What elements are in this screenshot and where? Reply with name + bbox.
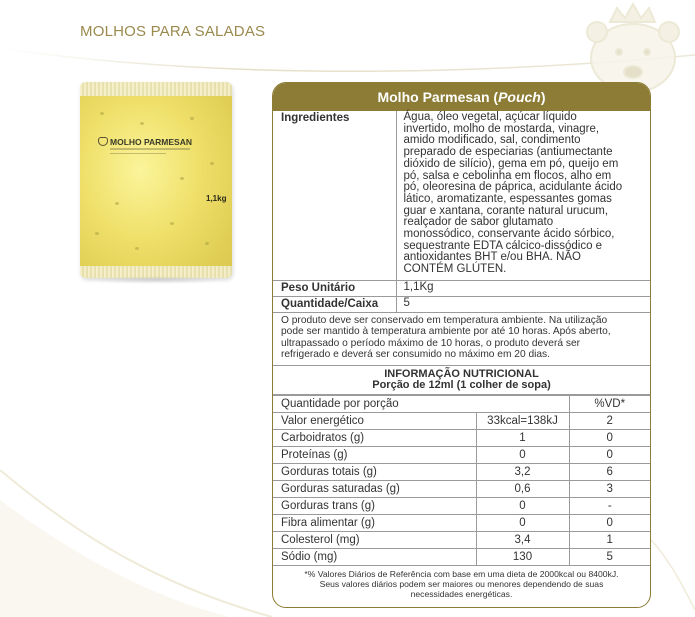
ingredients-line: monossódico, conservante ácido sórbico, (403, 228, 615, 241)
nutrition-amount: 0,6 (476, 480, 569, 497)
nutrition-daily-value: 1 (569, 531, 650, 548)
nutrition-label: Valor energético (273, 412, 476, 429)
nutrition-label: Quantidade por porção (273, 395, 569, 412)
qty-box-label: Quantidade/Caixa (273, 296, 396, 312)
nutrition-daily-value: 0 (569, 429, 650, 446)
nutrition-daily-value: 3 (569, 480, 650, 497)
nutrition-amount: 1 (476, 429, 569, 446)
ingredients-line: pó, salsa e cebolinha em flocos, alho em (403, 169, 612, 182)
nutrition-label: Carboidratos (g) (273, 429, 476, 446)
ingredients-line: pó, oleoresina de páprica, acidulante ácido (403, 181, 623, 194)
unit-weight-row (273, 280, 650, 296)
nutrition-amount: 130 (476, 548, 569, 565)
nutrition-footnote (273, 566, 650, 600)
pouch-speck (135, 247, 139, 250)
pouch-speck (100, 112, 104, 115)
nutrition-label: Gorduras totais (g) (273, 463, 476, 480)
nutrition-table (273, 395, 650, 566)
nutrition-label: Sódio (mg) (273, 548, 476, 565)
ingredients-line: Água, óleo vegetal, açúcar líquido (403, 111, 577, 123)
product-table-header: Molho Parmesan (Pouch) (273, 83, 650, 111)
storage-note-line: pode ser mantido à temperatura ambiente por até 10 horas. Após aberto, (281, 326, 611, 338)
pouch-seal-top (80, 82, 232, 96)
nutrition-daily-value: 6 (569, 463, 650, 480)
nutrition-row (273, 463, 650, 480)
pouch-speck (190, 117, 194, 120)
storage-note-line: ultrapassado o período máximo de 10 horas, o produto deverá ser (281, 337, 581, 349)
ingredients-line: guar e xantana, corante natural urucum, (403, 204, 609, 217)
pouch-body (80, 82, 232, 278)
ingredients-line: realçador de sabor glutamato (403, 216, 554, 229)
pouch-product-name: MOLHO PARMESAN (110, 137, 193, 147)
footnote-line: Seus valores diários podem ser maiores ou menores dependendo de suas (319, 578, 604, 589)
storage-note-line: refrigerado e deverá ser consumido no máximo em 20 dias. (281, 349, 550, 361)
ingredients-row (273, 111, 650, 280)
product-pouch-image (80, 82, 232, 284)
product-info-panel (272, 82, 651, 608)
ingredients-value (396, 111, 650, 280)
nutrition-row (273, 446, 650, 463)
ingredients-label: Ingredientes (273, 111, 396, 280)
nutrition-row (273, 412, 650, 429)
nutrition-title: INFORMAÇÃO NUTRICIONAL (384, 367, 539, 380)
nutrition-row (273, 548, 650, 565)
qty-box-row (273, 296, 650, 312)
product-spec-table (273, 111, 650, 313)
footnote-line: *% Valores Diários de Referência com base em uma dieta de 2000kcal ou 8400kJ. (304, 568, 619, 579)
nutrition-daily-value: 5 (569, 548, 650, 565)
nutrition-label: Gorduras trans (g) (273, 497, 476, 514)
nutrition-row (273, 531, 650, 548)
pouch-speck (95, 232, 99, 235)
nutrition-amount: 3,2 (476, 463, 569, 480)
nutrition-daily-value: 0 (569, 514, 650, 531)
nutrition-amount: 3,4 (476, 531, 569, 548)
nutrition-label: Colesterol (mg) (273, 531, 476, 548)
nutrition-row (273, 480, 650, 497)
pouch-speck (210, 162, 214, 165)
nutrition-label: Proteínas (g) (273, 446, 476, 463)
nutrition-daily-value: %VD* (569, 395, 650, 412)
pouch-text-lines (110, 148, 190, 157)
pouch-speck (170, 222, 174, 225)
nutrition-heading (273, 366, 650, 395)
page-title: MOLHOS PARA SALADAS (80, 23, 266, 40)
nutrition-label: Fibra alimentar (g) (273, 514, 476, 531)
nutrition-amount: 0 (476, 497, 569, 514)
pouch-speck (115, 202, 119, 205)
unit-weight-label: Peso Unitário (273, 280, 396, 296)
ingredients-line: lático, aromatizante, espessantes gomas (403, 192, 612, 205)
nutrition-daily-value: 2 (569, 412, 650, 429)
ingredients-line: invertido, molho de mostarda, vinagre, (403, 122, 600, 135)
pouch-shadow (86, 276, 226, 284)
pouch-logo-icon (98, 137, 108, 146)
ingredients-line: CONTÉM GLÚTEN. (403, 263, 507, 276)
nutrition-daily-value: 0 (569, 446, 650, 463)
nutrition-amount: 0 (476, 514, 569, 531)
footnote-line: necessidades energéticas. (410, 589, 513, 600)
nutrition-row (273, 497, 650, 514)
ingredients-line: sequestrante EDTA cálcico-dissódico e (403, 239, 603, 252)
nutrition-amount: 0 (476, 446, 569, 463)
ingredients-line: preparado de especiarias (antiumectante (403, 146, 613, 159)
ingredients-line: antioxidantes BHT e/ou BHA. NÃO (403, 251, 581, 264)
ingredients-line: dióxido de silício), gema em pó, queijo em (403, 157, 619, 170)
nutrition-label: Gorduras saturadas (g) (273, 480, 476, 497)
nutrition-row (273, 395, 650, 412)
storage-note (273, 313, 650, 366)
ingredients-line: amido modificado, sal, condimento (403, 134, 581, 147)
pouch-speck (180, 177, 184, 180)
nutrition-daily-value: - (569, 497, 650, 514)
pouch-weight: 1,1kg (206, 194, 227, 203)
qty-box-value: 5 (396, 296, 650, 312)
nutrition-amount: 33kcal=138kJ (476, 412, 569, 429)
unit-weight-value: 1,1Kg (396, 280, 650, 296)
nutrition-portion: Porção de 12ml (1 colher de sopa) (372, 378, 551, 391)
nutrition-row (273, 514, 650, 531)
pouch-speck (140, 122, 144, 125)
pouch-speck (205, 242, 209, 245)
storage-note-line: O produto deve ser conservado em temperatura ambiente. Na utilização (281, 314, 608, 326)
nutrition-row (273, 429, 650, 446)
